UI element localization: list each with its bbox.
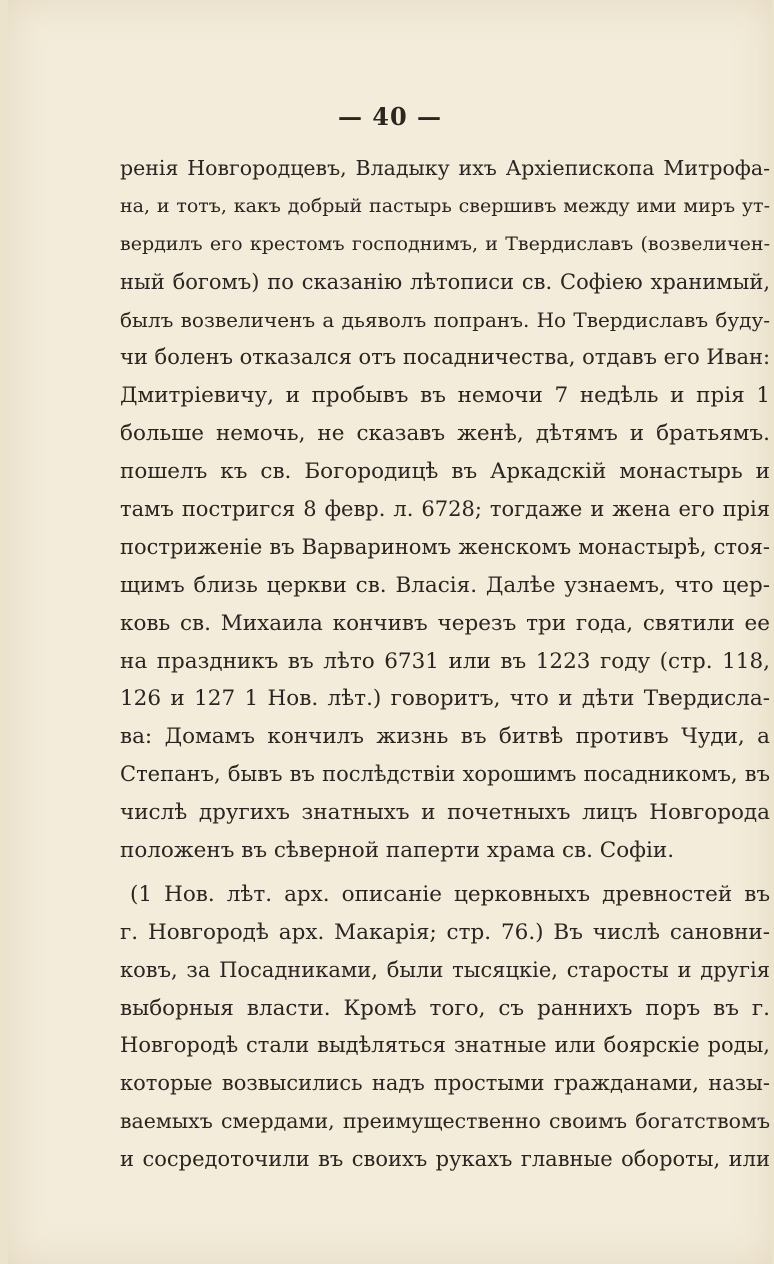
text-line: ва: Домамъ кончилъ жизнь въ битвѣ противъ Чуди, а bbox=[120, 724, 770, 750]
text-line: больше немочь, не сказавъ женѣ, дѣтямъ и братьямъ. bbox=[120, 421, 770, 447]
text-line: постриженіе въ Варвариномъ женскомъ монастырѣ, стоя- bbox=[120, 534, 770, 559]
text-line: былъ возвеличенъ а дьяволъ попранъ. Но Твердиславъ буду- bbox=[120, 307, 770, 332]
text-line: на праздникъ въ лѣто 6731 или въ 1223 году (стр. 118, bbox=[120, 648, 770, 674]
text-line: вердилъ его крестомъ господнимъ, и Твердиславъ (возвеличен- bbox=[120, 232, 770, 255]
text-line: щимъ близь церкви св. Власія. Далѣе узнаемъ, что цер- bbox=[120, 572, 770, 598]
text-line: 126 и 127 1 Нов. лѣт.) говоритъ, что и дѣти Твердисла- bbox=[120, 686, 770, 712]
text-line: г. Новгородѣ арх. Макарія; стр. 76.) Въ числѣ сановни- bbox=[120, 919, 770, 945]
text-line: положенъ въ сѣверной паперти храма св. Софіи. bbox=[120, 838, 675, 864]
text-line: ный богомъ) по сказанію лѣтописи св. Софіею хранимый, bbox=[120, 269, 770, 294]
text-line: числѣ другихъ знатныхъ и почетныхъ лицъ Новгорода bbox=[120, 800, 770, 826]
body-text bbox=[120, 150, 770, 1179]
text-line: на, и тотъ, какъ добрый пастырь свершивъ между ими миръ ут- bbox=[120, 194, 770, 217]
text-line: тамъ постригся 8 февр. л. 6728; тогдаже и жена его прія bbox=[120, 497, 770, 522]
text-line: ренія Новгородцевъ, Владыку ихъ Архіепископа Митрофа- bbox=[120, 156, 770, 180]
page-number: — 40 — bbox=[337, 102, 443, 131]
text-line: которые возвысились надъ простыми гражданами, назы- bbox=[120, 1071, 770, 1096]
text-line: выборныя власти. Кромѣ того, съ раннихъ поръ въ г. bbox=[120, 995, 770, 1021]
text-line: Дмитріевичу, и пробывъ въ немочи 7 недѣль и прія 1 bbox=[120, 383, 770, 409]
paragraph-1 bbox=[120, 150, 770, 870]
text-line: ковь св. Михаила кончивъ черезъ три года, святили ее bbox=[120, 610, 770, 636]
text-line: ваемыхъ смердами, преимущественно своимъ богатствомъ bbox=[120, 1109, 770, 1134]
text-line: ковъ, за Посадниками, были тысяцкіе, старосты и другія bbox=[120, 957, 770, 982]
text-line: пошелъ къ св. Богородицѣ въ Аркадскій монастырь и bbox=[120, 459, 770, 485]
book-page bbox=[8, 0, 772, 1264]
paragraph-2 bbox=[120, 876, 770, 1179]
text-line: Степанъ, бывъ въ послѣдствіи хорошимъ посадникомъ, въ bbox=[120, 762, 770, 787]
text-line: чи боленъ отказался отъ посадничества, отдавъ его Иван: bbox=[120, 345, 770, 370]
text-line: и сосредоточили въ своихъ рукахъ главные обороты, или bbox=[120, 1147, 770, 1172]
text-line: (1 Нов. лѣт. арх. описаніе церковныхъ древностей въ bbox=[130, 881, 770, 907]
text-line: Новгородѣ стали выдѣляться знатные или боярскіе роды, bbox=[120, 1033, 770, 1058]
